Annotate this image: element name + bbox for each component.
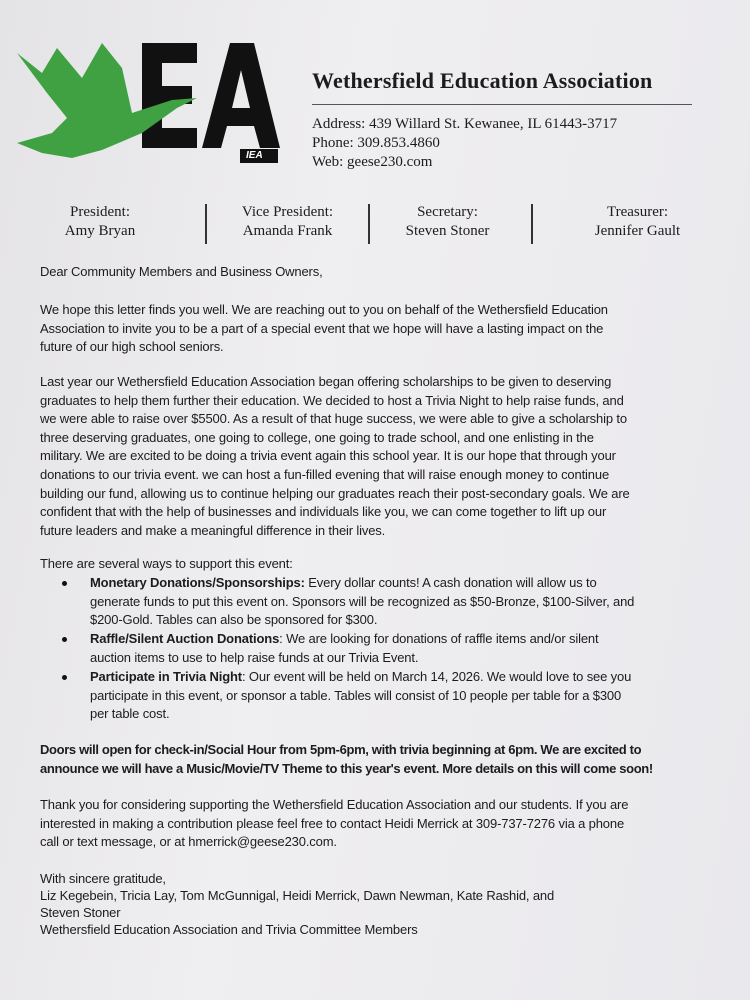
text-line: Every dollar counts! A cash donation will allow us to [304, 575, 597, 590]
background-paragraph [40, 373, 630, 540]
logo [12, 38, 282, 163]
text-line: building our fund, allowing us to continue helping our graduates reach their post-secondary goals. We are [40, 485, 630, 501]
officer-role: Vice President: [241, 204, 334, 220]
text-line: future of our high school seniors. [40, 339, 224, 355]
text-line: Association to invite you to be a part of a special event that we hope will have a lasting impact on the [40, 320, 604, 336]
officer-role: Secretary: [417, 204, 478, 220]
text-line: graduates to help them further their education. We decided to host a Trivia Night to help raise funds, and [40, 392, 624, 408]
header-divider [312, 104, 692, 105]
officer-name: Amy Bryan [64, 223, 136, 239]
text-line: We hope this letter finds you well. We are reaching out to you on behalf of the Wethersfield Education [40, 302, 608, 317]
officer-president [40, 203, 160, 241]
text-line: per table cost. [90, 706, 170, 722]
text-line: military. We are excited to be doing a trivia event again this school year. It is our hope that through your [40, 448, 616, 464]
divider [368, 204, 370, 244]
text-line: participate in this event, or sponsor a table. Tables will consist of 10 people per table for a $300 [90, 687, 622, 703]
logo-badge: IEA [246, 150, 263, 161]
text-line: Doors will open for check-in/Social Hour from 5pm-6pm, with trivia beginning at 6pm. We are excited to [40, 742, 642, 757]
text-line: : Our event will be held on March 14, 2026. We would love to see you [242, 669, 632, 684]
text-line: interested in making a contribution please feel free to contact Heidi Merrick at 309-737-7276 via a phone [40, 815, 625, 831]
text-line: three deserving graduates, one going to college, one going to trade school, and one enlisting in the [40, 429, 594, 445]
text-line: Wethersfield Education Association and Trivia Committee Members [40, 922, 418, 937]
officer-role: President: [70, 204, 130, 220]
text-line: Monetary Donations/Sponsorships: [90, 575, 305, 590]
text-line: we were able to raise over $5500. As a result of that huge success, we were able to give a scholarship to [40, 411, 627, 427]
officer-vice-president [220, 203, 355, 241]
officer-role: Treasurer: [606, 204, 669, 220]
text-line: auction items to use to help raise funds at our Trivia Event. [90, 649, 419, 665]
officer-treasurer [570, 203, 705, 241]
officer-name: Amanda Frank [242, 223, 333, 239]
text-line: Raffle/Silent Auction Donations [90, 631, 280, 646]
divider [531, 204, 533, 244]
text-line: $200-Gold. Tables can also be sponsored for $300. [90, 612, 378, 628]
text-line: Steven Stoner [40, 905, 121, 920]
text-line: announce we will have a Music/Movie/TV Theme to this year's event. More details on this will come soon! [40, 760, 653, 776]
text-line: donations to our trivia event. we can host a fun-filled evening that will raise enough money to continue [40, 466, 610, 482]
text-line: future leaders and make a meaningful difference in their lives. [40, 522, 386, 538]
intro-paragraph [40, 301, 608, 357]
phone: Phone: 309.853.4860 [312, 135, 440, 151]
ways-intro: There are several ways to support this event: [40, 556, 293, 571]
text-line: With sincere gratitude, [40, 871, 166, 886]
contact-paragraph [40, 796, 628, 852]
bullet-icon [62, 675, 67, 680]
goose-logo-icon [12, 38, 282, 163]
officer-name: Steven Stoner [405, 223, 490, 239]
bullet-raffle [90, 630, 598, 667]
divider [205, 204, 207, 244]
officer-secretary [385, 203, 510, 241]
text-line: generate funds to put this event on. Sponsors will be recognized as $50-Bronze, $100-Silver, and [90, 593, 635, 609]
closing-signature [40, 870, 554, 938]
event-details-paragraph [40, 741, 653, 778]
officer-name: Jennifer Gault [594, 223, 681, 239]
text-line: Participate in Trivia Night [90, 669, 242, 684]
org-name: Wethersfield Education Association [312, 68, 653, 93]
text-line: confident that with the help of businesses and individuals like you, we can come together to lift up our [40, 504, 607, 520]
text-line: call or text message, or at hmerrick@geese230.com. [40, 834, 337, 850]
greeting: Dear Community Members and Business Owners, [40, 264, 323, 279]
text-line: Last year our Wethersfield Education Association began offering scholarships to be given to deserving [40, 374, 612, 389]
bullet-icon [62, 637, 67, 642]
bullet-icon [62, 581, 67, 586]
bullet-monetary [90, 574, 634, 630]
text-line: Thank you for considering supporting the Wethersfield Education Association and our students. If you are [40, 797, 629, 812]
text-line: : We are looking for donations of raffle items and/or silent [279, 631, 599, 646]
web: Web: geese230.com [312, 154, 433, 170]
bullet-trivia-night [90, 668, 631, 724]
text-line: Liz Kegebein, Tricia Lay, Tom McGunnigal, Heidi Merrick, Dawn Newman, Kate Rashid, and [40, 888, 555, 903]
address: Address: 439 Willard St. Kewanee, IL 61443-3717 [312, 116, 618, 132]
